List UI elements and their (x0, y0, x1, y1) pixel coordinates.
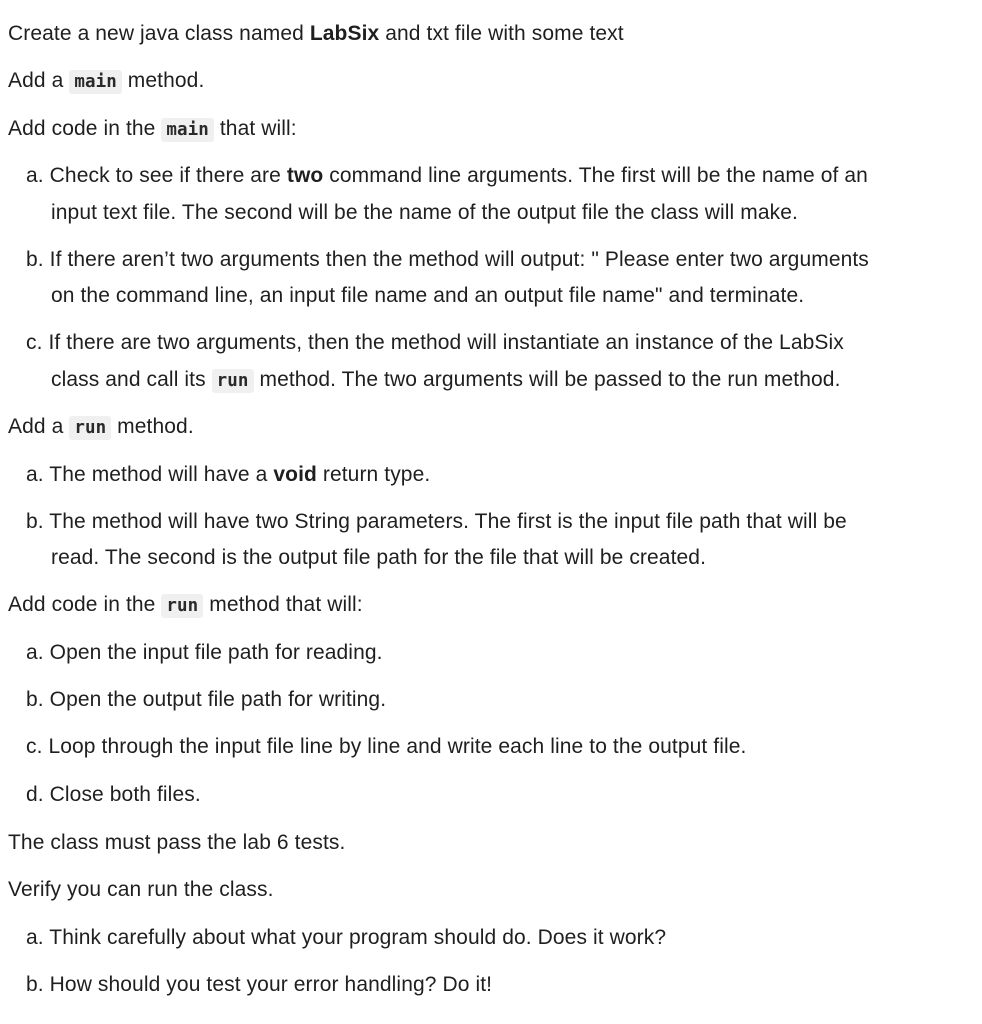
run-item-a-bold: void (273, 463, 317, 486)
run-code-heading (8, 587, 363, 624)
run-item-a-text-tail: return type. (316, 463, 431, 486)
verify-item-b: b. How should you test your error handling? Do it! (26, 973, 493, 996)
item-a-bold: two (286, 164, 324, 187)
main-item-b: b. If there aren’t two arguments then the method will output: " Please enter two arguments (26, 248, 869, 271)
add-run-text: Add a (8, 415, 70, 438)
tests-paragraph: The class must pass the lab 6 tests. (8, 831, 346, 854)
main-heading-text: Add code in the (8, 117, 162, 140)
run-code: run (212, 369, 254, 393)
item-c-text: class and call its (51, 368, 212, 391)
run-code-item-c: c. Loop through the input file line by line and write each line to the output file. (26, 735, 747, 758)
run-code: run (69, 416, 111, 440)
add-main-text: Add a (8, 69, 70, 92)
main-item-a (26, 158, 868, 194)
main-item-b-continued: on the command line, an input file name and an output file name" and terminate. (51, 284, 805, 307)
verify-item-a: a. Think carefully about what your program should do. Does it work? (26, 926, 667, 949)
main-item-c-continued (51, 362, 841, 399)
create-class-paragraph (8, 16, 624, 52)
main-code-heading (8, 111, 297, 148)
run-item-b-continued: read. The second is the output file path for the file that will be created. (51, 546, 707, 569)
create-text-tail: and txt file with some text (379, 22, 624, 45)
item-a-text-tail: command line arguments. The first will be the name of an (323, 164, 868, 187)
verify-heading: Verify you can run the class. (8, 878, 274, 901)
run-code-item-a: a. Open the input file path for reading. (26, 641, 383, 664)
item-a-text: a. Check to see if there are (26, 164, 287, 187)
main-item-a-continued: input text file. The second will be the name of the output file the class will make. (51, 201, 798, 224)
run-code-item-b: b. Open the output file path for writing. (26, 688, 387, 711)
item-c-text-tail: method. The two arguments will be passed to the run method. (253, 368, 841, 391)
main-item-c: c. If there are two arguments, then the method will instantiate an instance of the LabSix (26, 331, 844, 354)
create-text: Create a new java class named (8, 22, 310, 45)
add-main-text-tail: method. (121, 69, 205, 92)
add-run-text-tail: method. (111, 415, 194, 438)
run-item-a-text: a. The method will have a (26, 463, 274, 486)
run-item-b: b. The method will have two String parameters. The first is the input file path that will be (26, 510, 847, 533)
class-name: LabSix (309, 22, 380, 45)
add-main-paragraph (8, 63, 204, 100)
main-code: main (161, 118, 214, 142)
run-heading-text: Add code in the (8, 593, 162, 616)
main-code: main (69, 70, 122, 94)
add-run-paragraph (8, 409, 194, 446)
main-heading-text-tail: that will: (213, 117, 297, 140)
run-item-a (26, 457, 430, 493)
run-heading-text-tail: method that will: (203, 593, 363, 616)
run-code: run (161, 594, 203, 618)
run-code-item-d: d. Close both files. (26, 783, 201, 806)
